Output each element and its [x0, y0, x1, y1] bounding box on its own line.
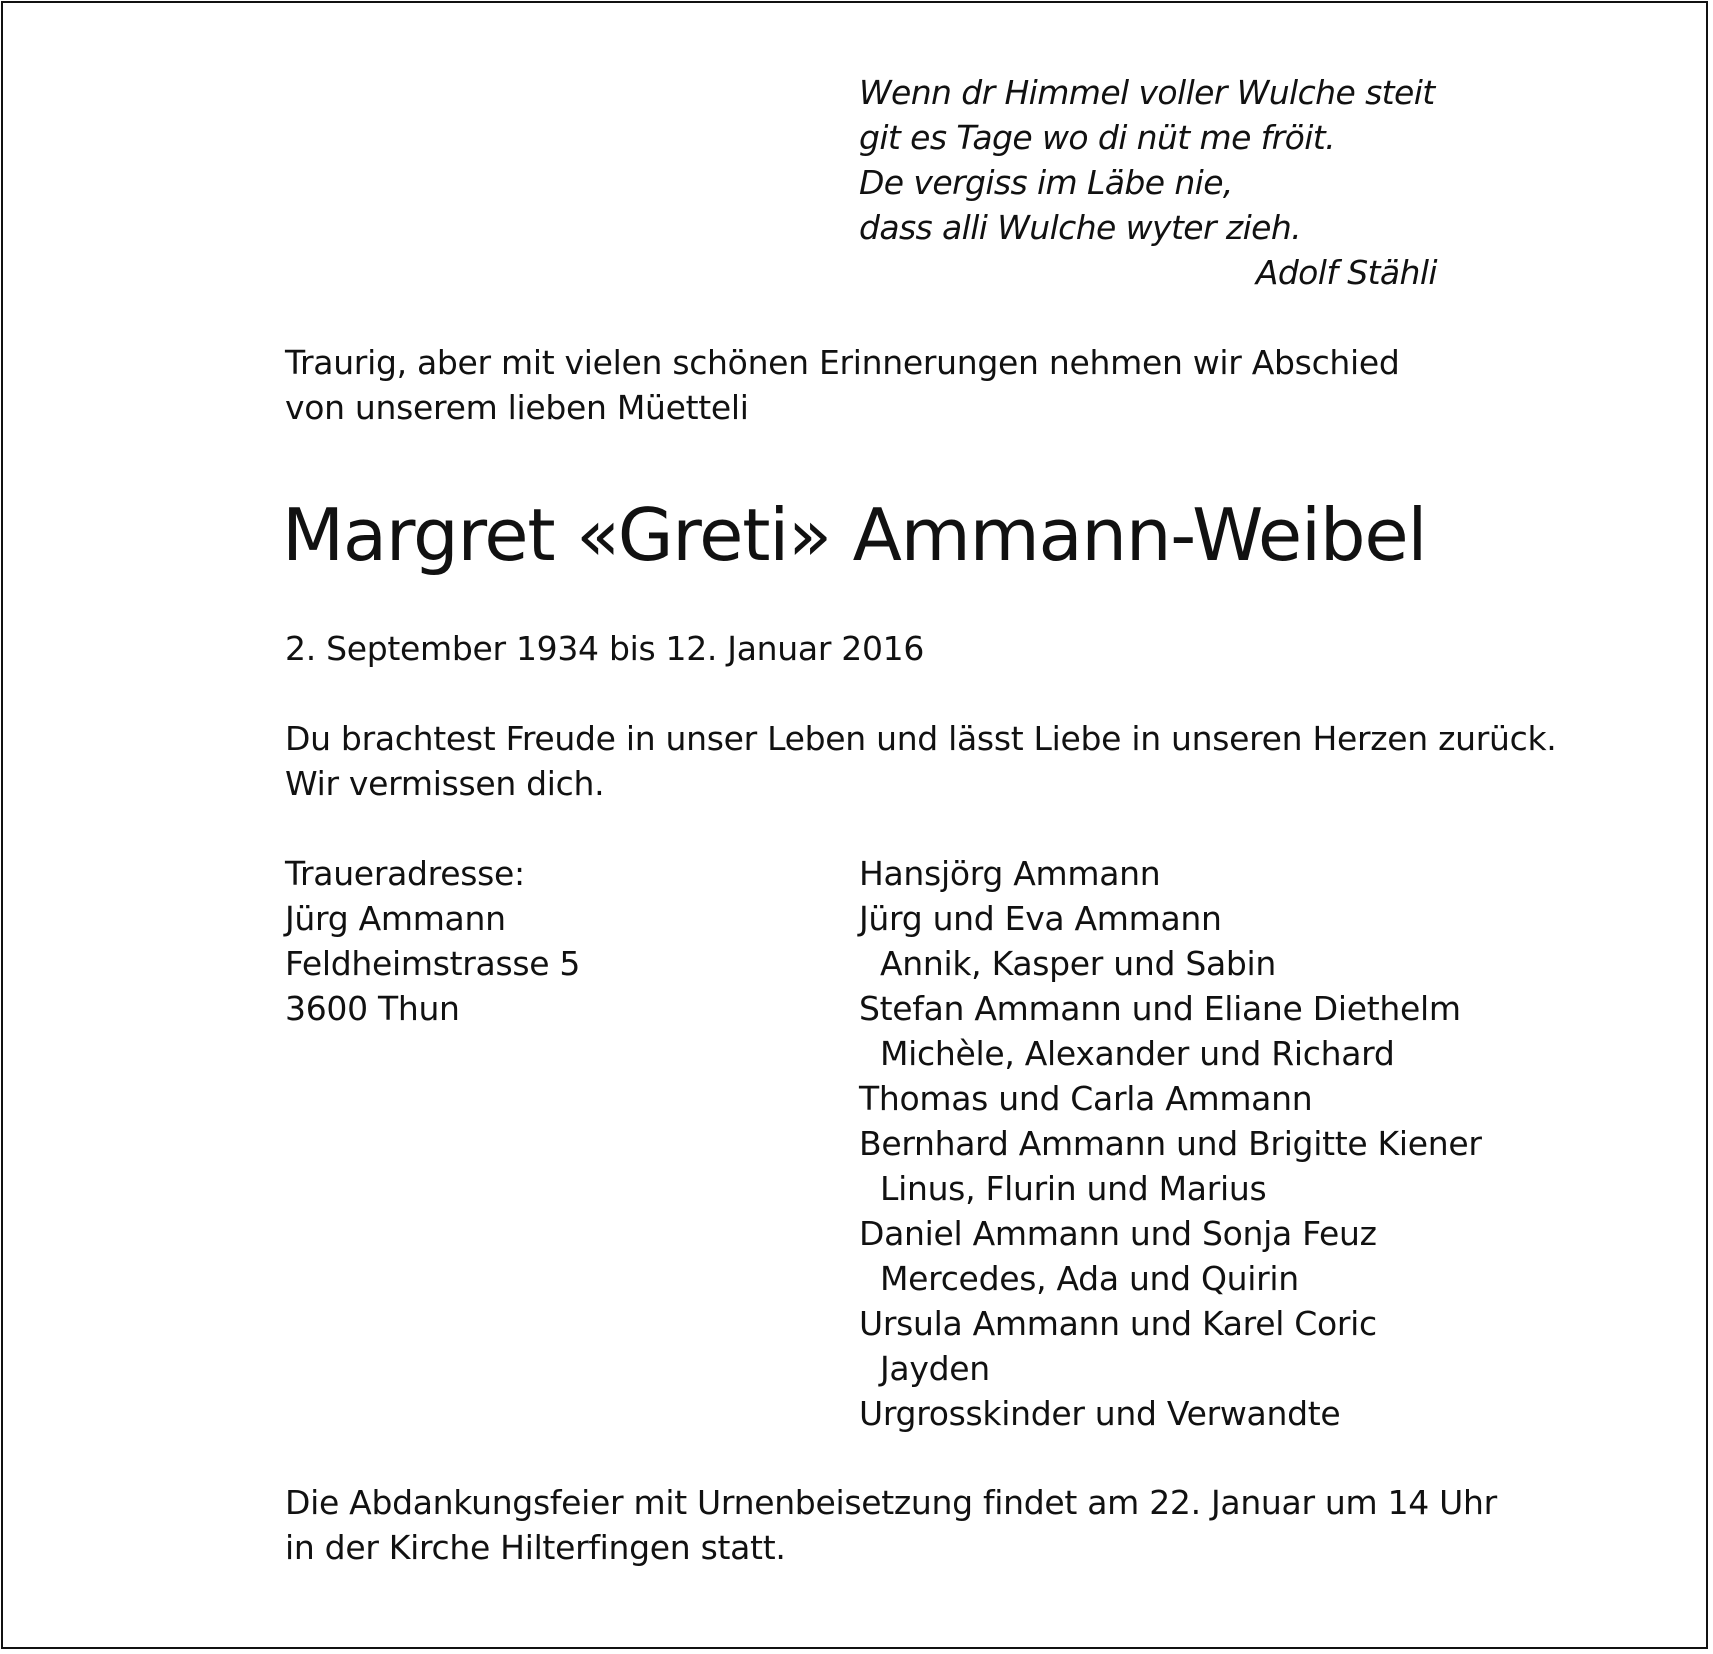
poem	[859, 70, 1439, 295]
intro-line: Traurig, aber mit vielen schönen Erinnerungen nehmen wir Abschied	[285, 343, 1400, 382]
mourner-children: Mercedes, Ada und Quirin	[880, 1259, 1299, 1298]
address-name: Jürg Ammann	[285, 899, 506, 938]
address-city: 3600 Thun	[285, 989, 460, 1028]
tribute-line: Du brachtest Freude in unser Leben und lässt Liebe in unseren Herzen zurück.	[285, 719, 1557, 758]
poem-author: Adolf Stähli	[1255, 253, 1437, 292]
address-street: Feldheimstrasse 5	[285, 944, 581, 983]
mourner-entry: Daniel Ammann und Sonja Feuz	[859, 1214, 1377, 1253]
mourner-children: Jayden	[880, 1349, 990, 1388]
intro-text	[285, 340, 1400, 430]
mourner-entry: Ursula Ammann und Karel Coric	[859, 1304, 1377, 1343]
mourner-children: Annik, Kasper und Sabin	[880, 944, 1277, 983]
ceremony-line: Die Abdankungsfeier mit Urnenbeisetzung findet am 22. Januar um 14 Uhr	[285, 1483, 1497, 1522]
poem-line: dass alli Wulche wyter zieh.	[859, 208, 1302, 247]
ceremony-line: in der Kirche Hilterfingen statt.	[285, 1528, 786, 1567]
mourner-entry: Bernhard Ammann und Brigitte Kiener	[859, 1124, 1482, 1163]
mourners-list	[859, 851, 1482, 1436]
deceased-name: Margret «Greti» Ammann-Weibel	[282, 493, 1427, 577]
mourning-address	[285, 851, 580, 1031]
poem-line: De vergiss im Läbe nie,	[859, 163, 1233, 202]
intro-line: von unserem lieben Müetteli	[285, 388, 749, 427]
mourner-entry: Jürg und Eva Ammann	[859, 899, 1222, 938]
tribute-text	[285, 716, 1556, 806]
address-heading: Traueradresse:	[285, 854, 525, 893]
mourner-children: Michèle, Alexander und Richard	[880, 1034, 1395, 1073]
mourner-entry: Thomas und Carla Ammann	[859, 1079, 1313, 1118]
tribute-line: Wir vermissen dich.	[285, 764, 605, 803]
mourner-entry: Urgrosskinder und Verwandte	[859, 1394, 1341, 1433]
life-dates: 2. September 1934 bis 12. Januar 2016	[285, 629, 925, 668]
mourner-entry: Stefan Ammann und Eliane Diethelm	[859, 989, 1461, 1028]
mourner-entry: Hansjörg Ammann	[859, 854, 1161, 893]
poem-line: git es Tage wo di nüt me fröit.	[859, 118, 1336, 157]
poem-line: Wenn dr Himmel voller Wulche steit	[859, 73, 1435, 112]
mourner-children: Linus, Flurin und Marius	[880, 1169, 1267, 1208]
ceremony-info	[285, 1480, 1497, 1570]
